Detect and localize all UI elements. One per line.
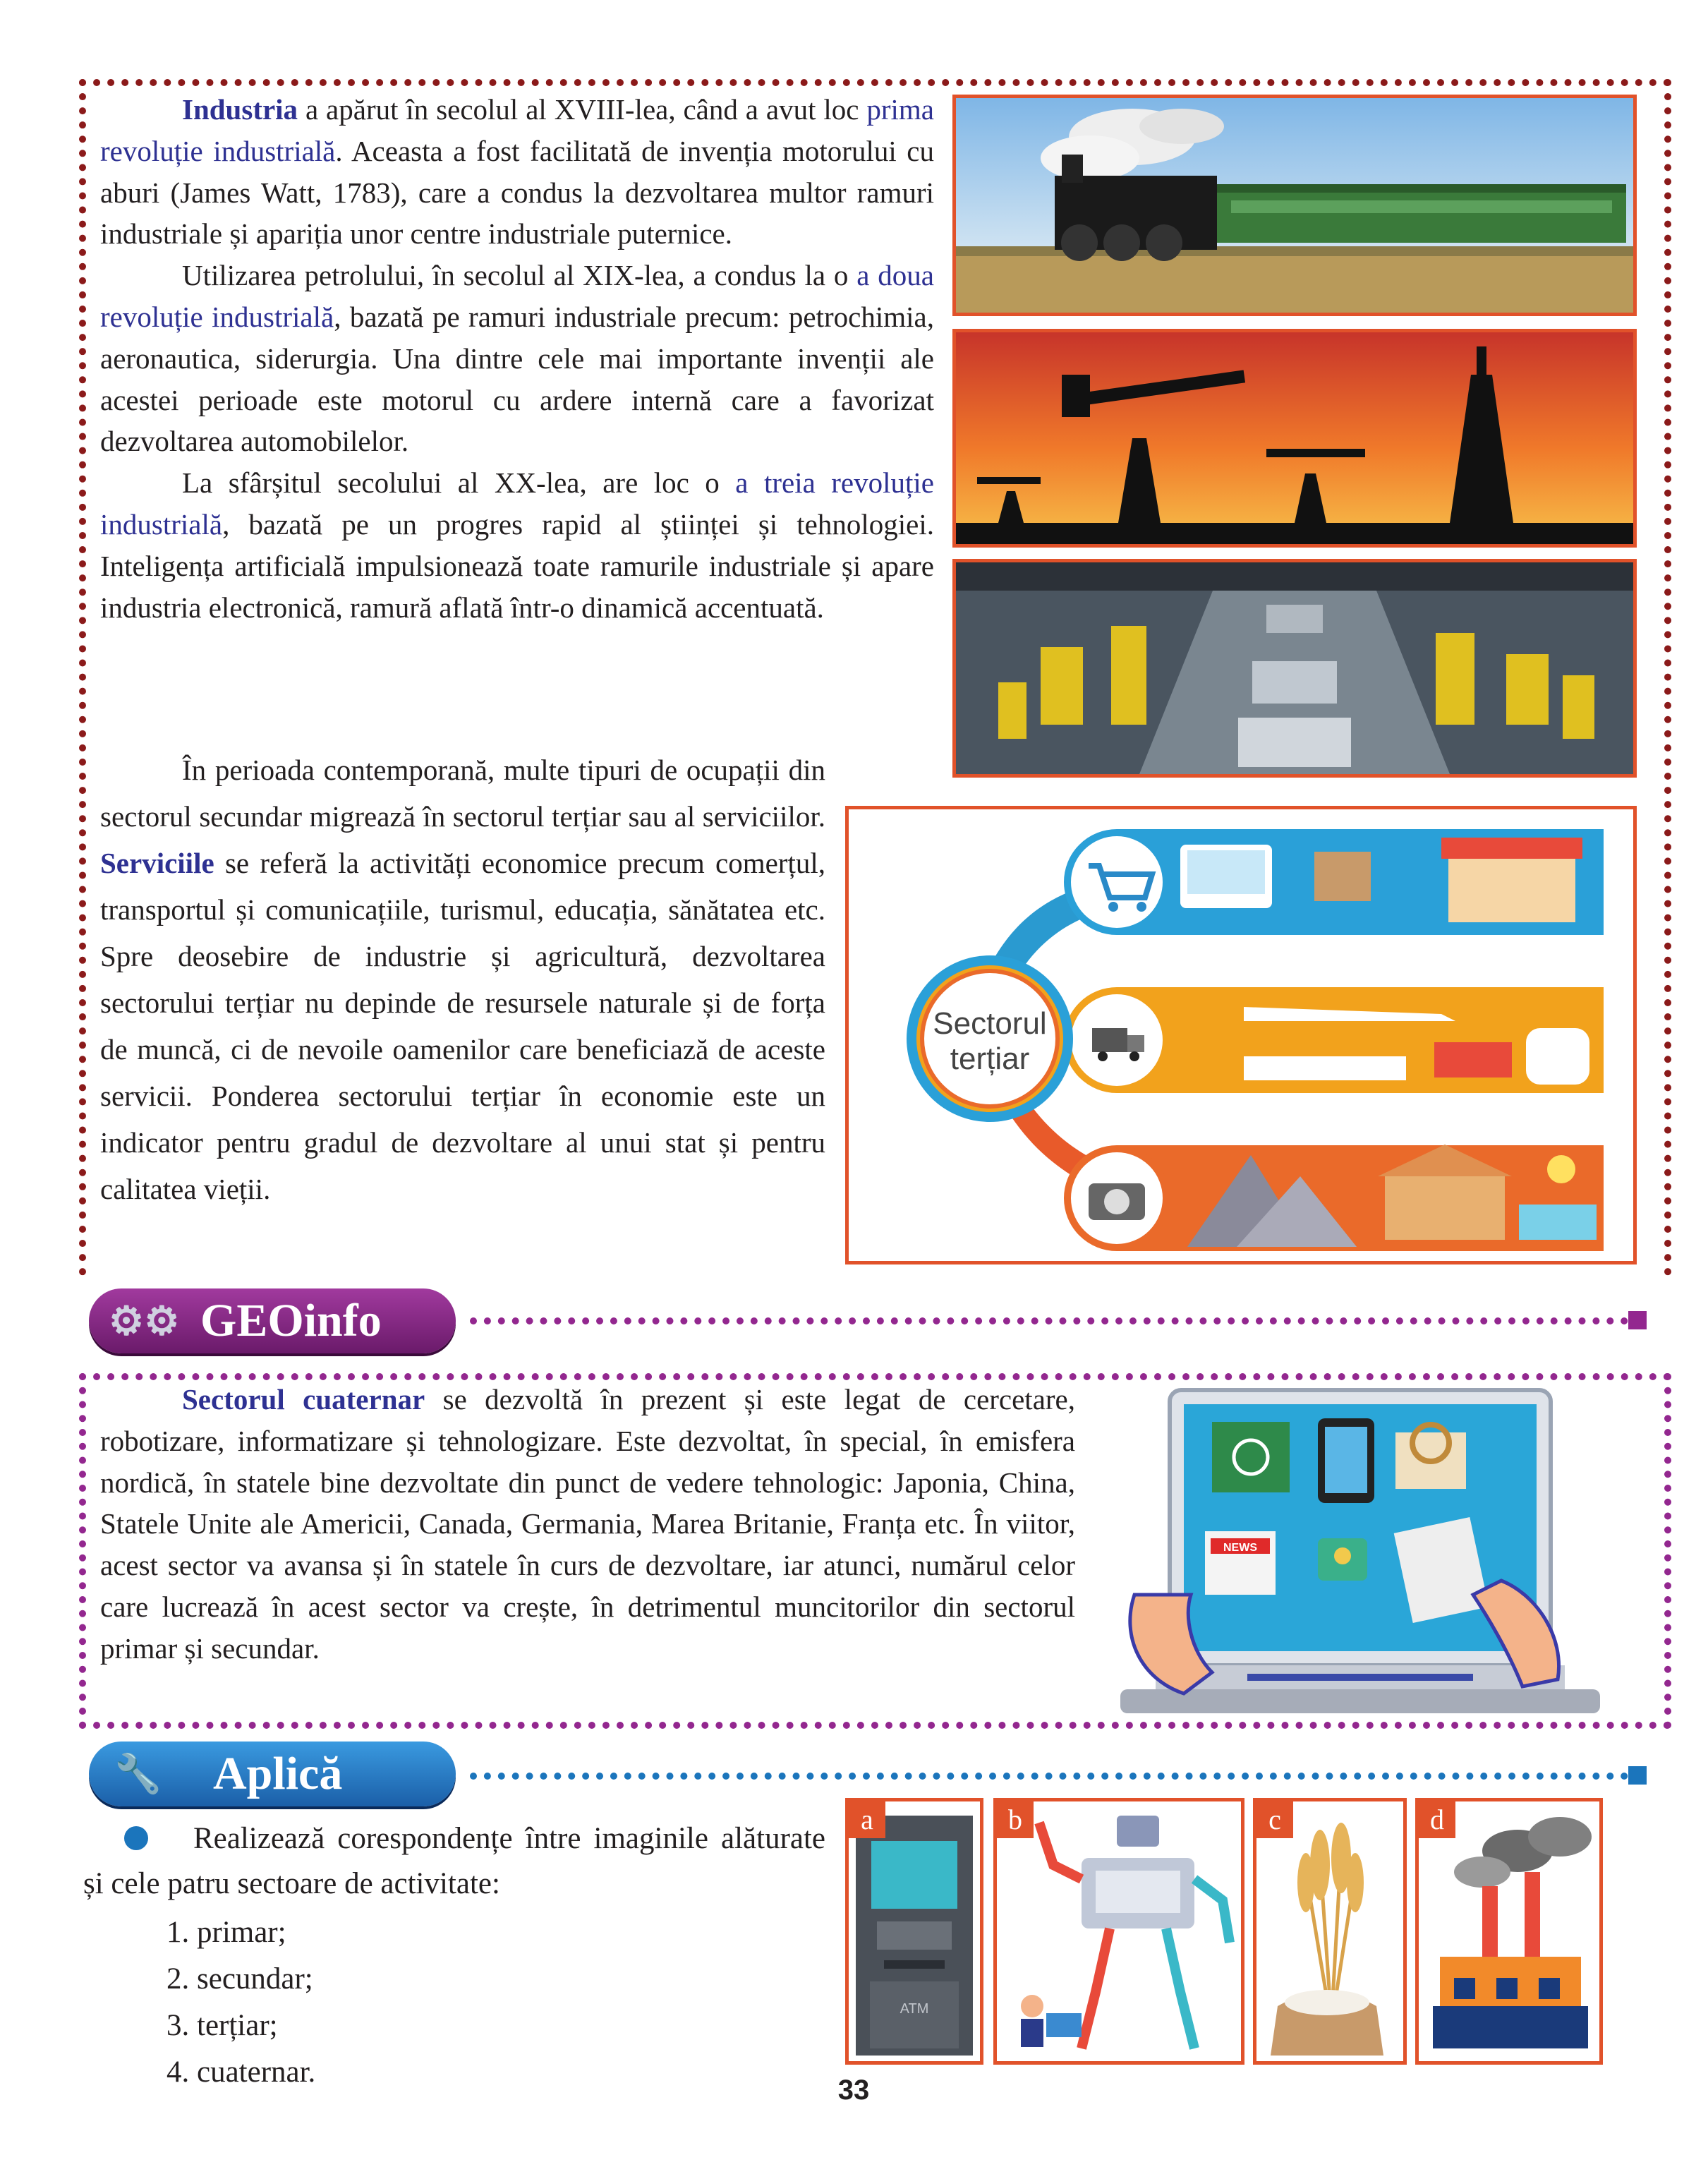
geoinfo-square xyxy=(1628,1311,1647,1329)
intro-text-services xyxy=(100,747,825,1212)
card-letter-b: b xyxy=(997,1801,1034,1838)
geoinfo-header xyxy=(89,1288,456,1353)
diagram-center-line1: Sectorul xyxy=(933,1006,1047,1041)
card-a-atm xyxy=(845,1798,983,2065)
card-letter-c: c xyxy=(1256,1801,1293,1838)
sector-list xyxy=(166,1909,315,2096)
sector-item: 4. cuaternar. xyxy=(166,2056,316,2089)
aplica-title: Aplică xyxy=(213,1748,343,1799)
gears-icon: ⚙⚙ xyxy=(109,1299,180,1344)
paragraph-industry: Industria a apărut în secolul al XVIII-lea, când a avut loc prima revoluție industrială. Aceasta a fost facilitată de invenția motorului cu aburi (James Watt, 1783), care a condus la dezvoltarea multor ramuri industriale și apariția unor centre industriale puternice. xyxy=(100,93,935,250)
steam-train-photo xyxy=(952,95,1637,316)
laptop-illustration xyxy=(1106,1383,1614,1722)
atm-label: ATM xyxy=(900,2001,929,2017)
aplica-divider xyxy=(470,1773,1628,1780)
link-third-revolution[interactable]: a treia revoluție industrială xyxy=(100,466,934,541)
paragraph-services: În perioada contemporană, multe tipuri de ocupații din sectorul secundar migrează în sectorul terțiar sau al serviciilor. Serviciile se referă la activități economice precum comerțul, transportul și comunicațiile, turismul, educația, sănătatea etc. Spre deosebire de industrie și agricultură, dezvoltarea sectorului terțiar nu depinde de resursele naturale și de forța de muncă, ci de nevoile oamenilor care beneficiază de aceste servicii. Ponderea sectorului terțiar în economie este un indicator pentru gradul de dezvoltare al unui stat și pentru calitatea vieții. xyxy=(100,754,825,1205)
term-sectorul-cuaternar: Sectorul cuaternar xyxy=(182,1383,425,1416)
oil-pumps-photo xyxy=(952,329,1637,548)
robotic-factory-photo xyxy=(952,559,1637,778)
paragraph-third: La sfârșitul secolului al XX-lea, are loc o a treia revoluție industrială, bazată pe un progres rapid al științei și tehnologiei. Inteligența artificială impulsionează toate ramurile industriale și apare industria electronică, ramură aflată într-o dinamică accentuată. xyxy=(100,466,934,624)
paragraph-oil: Utilizarea petrolului, în secolul al XIX-lea, a condus la o a doua revoluție industrială, bazată pe ramuri industriale precum: petrochimia, aeronautica, siderurgia. Una dintre cele mai importante invenții ale acestei perioade este motorul cu ardere internă care a favorizat dezvoltarea automobilelor. xyxy=(100,259,934,458)
term-serviciile: Serviciile xyxy=(100,847,214,879)
aplica-header xyxy=(89,1742,456,1806)
briefcase-icon: 🔧 xyxy=(114,1752,162,1795)
card-letter-d: d xyxy=(1419,1801,1455,1838)
card-d-factory xyxy=(1415,1798,1603,2065)
card-b-robot xyxy=(993,1798,1244,2065)
link-first-revolution[interactable]: prima revoluție industrială xyxy=(100,93,934,167)
card-c-wheat xyxy=(1253,1798,1407,2065)
card-letter-a: a xyxy=(849,1801,885,1838)
sector-item: 3. terțiar; xyxy=(166,2009,278,2042)
aplica-instruction: Realizează corespondențe între imaginile alăturate și cele patru sectoare de activitate: xyxy=(83,1822,825,1900)
term-industria: Industria xyxy=(182,93,298,126)
tertiary-sector-diagram xyxy=(845,806,1637,1264)
geoinfo-divider xyxy=(470,1317,1628,1324)
news-label: NEWS xyxy=(1223,1542,1257,1554)
geoinfo-text: Sectorul cuaternar se dezvoltă în prezent și este legat de cercetare, robotizare, informatizare și tehnologizare. Este dezvoltat, în special, în emisfera nordică, în statele bine dezvoltate din punct de vedere tehnologic: Japonia, China, Statele Unite ale Americii, Canada, Germania, Marea Britanie, Franța etc. În viitor, acest sector va avansa și în statele în curs de dezvoltare, iar atunci, numărul celor care lucrează în acest sector va crește, în detrimentul muncitorilor din sectorul primar și secundar. xyxy=(100,1383,1076,1665)
diagram-center-line2: terțiar xyxy=(950,1042,1030,1076)
geoinfo-title: GEOinfo xyxy=(200,1295,382,1346)
link-second-revolution[interactable]: a doua revoluție industrială xyxy=(100,259,934,333)
aplica-square xyxy=(1628,1766,1647,1785)
sector-item: 2. secundar; xyxy=(166,1962,313,1996)
page-number: 33 xyxy=(837,2075,870,2106)
sector-item: 1. primar; xyxy=(166,1916,286,1949)
intro-text-upper xyxy=(100,89,934,628)
